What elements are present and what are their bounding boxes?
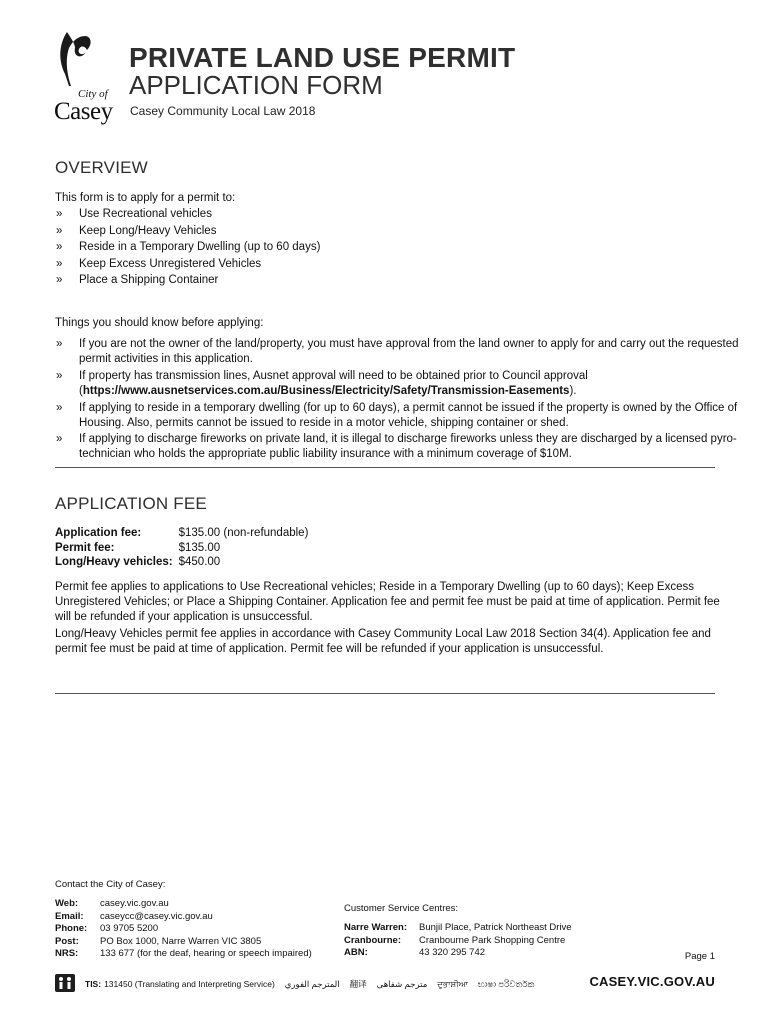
nrs-value: 133 677 (for the deaf, hearing or speech impaired) [100, 948, 312, 959]
form-subtitle-heading: APPLICATION FORM [129, 70, 383, 100]
table-row [55, 923, 312, 936]
table-row [55, 541, 308, 556]
list-item: » Keep Excess Unregistered Vehicles [55, 256, 725, 272]
know-intro: Things you should know before applying: [55, 317, 264, 329]
list-item: » If property has transmission lines, Ausnet approval will need to be obtained prior to Council approval (https://www.ausnetservices.com.au/Business/Electricity/Safety/Transmission-Easements). [55, 369, 745, 399]
website-link[interactable]: CASEY.VIC.GOV.AU [589, 974, 715, 989]
table-row [55, 936, 312, 949]
fee-paragraph-2: Long/Heavy Vehicles permit fee applies in accordance with Casey Community Local Law 2018 Section 34(4). Application fee and permit fee must be paid at time of application. Permit fee will be refunded if your application is unsuccessful. [55, 628, 711, 655]
centres-table [344, 922, 572, 960]
list-item: » If applying to discharge fireworks on private land, it is illegal to discharge fireworks unless they are discharged by a licensed pyro-technician who holds the appropriate public liability insurance with a minimum coverage of $10M. [55, 432, 745, 462]
tis-label: TIS: [85, 979, 102, 989]
centres-heading: Customer Service Centres: [344, 903, 459, 914]
contact-label: Web: [55, 898, 79, 909]
fee-label: Permit fee: [55, 541, 115, 554]
table-row [55, 948, 312, 961]
contact-label: Post: [55, 935, 79, 947]
fee-paragraph-1: Permit fee applies to applications to Use Recreational vehicles; Reside in a Temporary Dwelling (up to 60 days); Keep Excess Unregistered Vehicles; or Place a Shipping Container. Application fee and permit fee must be paid at time of application. Permit fee will be refunded if your application is unsuccessful. [55, 581, 720, 623]
fee-label: Application fee: [55, 527, 142, 539]
logo-casey-text: Casey [54, 98, 113, 125]
know-list [55, 337, 745, 462]
ausnet-link[interactable]: https://www.ausnetservices.com.au/Business/Electricity/Safety/Transmission-Easements [82, 385, 570, 397]
language-arabic: المترجم الفوري [284, 979, 340, 989]
abn-value: 43 320 295 742 [419, 947, 486, 958]
fee-table [55, 526, 308, 570]
email-link[interactable]: caseycc@casey.vic.gov.au [100, 910, 213, 922]
contact-table [55, 898, 312, 961]
fee-value: $135.00 [178, 541, 221, 554]
city-of-casey-logo [50, 30, 120, 125]
table-row [55, 526, 308, 541]
contact-label: Phone: [55, 923, 88, 934]
section-divider [55, 467, 715, 468]
table-row [55, 555, 308, 570]
contact-heading: Contact the City of Casey: [55, 879, 166, 890]
permit-list [55, 206, 725, 288]
table-row [55, 898, 312, 911]
centre-value: Bunjil Place, Patrick Northeast Drive [419, 922, 572, 933]
overview-heading: OVERVIEW [55, 158, 148, 177]
fee-value: $135.00 (non-refundable) [178, 527, 309, 539]
interpreter-icon [55, 974, 75, 992]
web-link[interactable]: casey.vic.gov.au [100, 898, 169, 909]
overview-intro: This form is to apply for a permit to: [55, 192, 236, 204]
tis-line [85, 978, 544, 990]
list-item: » Place a Shipping Container [55, 272, 725, 288]
list-item: » If you are not the owner of the land/property, you must have approval from the land owner to apply for and carry out the requested permit activities in this application. [55, 337, 745, 367]
language-punjabi: ਦੁਭਾਸ਼ੀਆ [437, 979, 469, 989]
table-row [344, 947, 572, 960]
list-item: » If applying to reside in a temporary dwelling (for up to 60 days), a permit cannot be issued if the property is owned by the Office of Housing. Also, permits cannot be issued to reside in a motor vehicle, shipping container or shed. [55, 401, 745, 431]
list-item: » Reside in a Temporary Dwelling (up to 60 days) [55, 239, 725, 255]
centre-label: ABN: [344, 947, 368, 958]
language-chinese: 翻译 [349, 979, 367, 989]
list-item: » Use Recreational vehicles [55, 206, 725, 222]
table-row [344, 935, 572, 948]
overview-section [55, 190, 725, 288]
page-number: Page 1 [684, 951, 715, 962]
language-sinhala: භාෂා පරිවර්තක [478, 979, 535, 989]
application-fee-heading: APPLICATION FEE [55, 494, 207, 513]
local-law-reference: Casey Community Local Law 2018 [130, 104, 316, 118]
centre-label: Cranbourne: [344, 934, 401, 946]
ausnet-text: If property has transmission lines, Ausnet approval will need to be obtained prior to Council approval [79, 370, 588, 382]
fee-value: $450.00 [178, 556, 221, 568]
centre-value: Cranbourne Park Shopping Centre [419, 934, 566, 946]
form-title: PRIVATE LAND USE PERMIT [129, 42, 516, 73]
section-divider [55, 693, 715, 694]
list-item: » Keep Long/Heavy Vehicles [55, 223, 725, 239]
language-persian: مترجم شفاهی [376, 979, 428, 989]
know-before-section [55, 315, 745, 464]
casey-leaf-icon [55, 30, 95, 90]
contact-label: NRS: [55, 948, 79, 959]
table-row [344, 922, 572, 935]
table-row [55, 911, 312, 924]
phone-value: 03 9705 5200 [100, 923, 159, 934]
logo-city-of: City of [78, 88, 108, 100]
centre-label: Narre Warren: [344, 922, 408, 933]
contact-label: Email: [55, 910, 84, 922]
tis-text: 131450 (Translating and Interpreting Service) [104, 979, 275, 989]
fee-label: Long/Heavy vehicles: [55, 556, 173, 568]
post-value: PO Box 1000, Narre Warren VIC 3805 [100, 935, 262, 947]
